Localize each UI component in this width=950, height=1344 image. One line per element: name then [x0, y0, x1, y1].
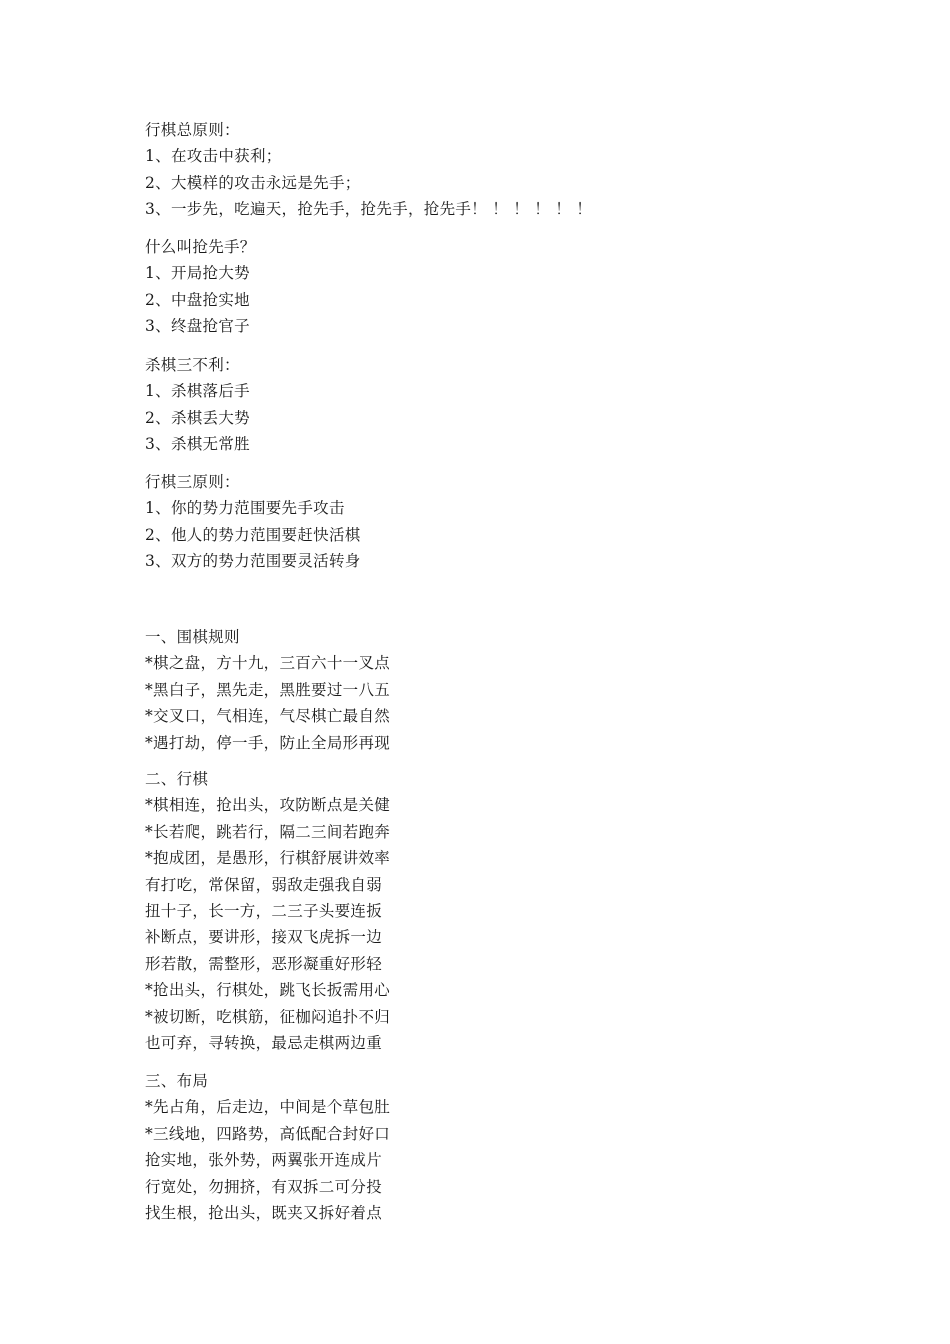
verse-line: 补断点，要讲形，接双飞虎拆一边	[145, 928, 383, 947]
list-item: 1、在攻击中获利；	[145, 147, 282, 166]
verse-line: *黑白子，黑先走，黑胜要过一八五	[145, 680, 391, 699]
verse-line: *先占角，后走边，中间是个草包肚	[145, 1098, 391, 1117]
list-item: 1、杀棋落后手	[145, 382, 250, 401]
section-title: 什么叫抢先手？	[145, 238, 256, 256]
list-item: 2、大模样的攻击永远是先手；	[145, 173, 361, 192]
list-item: 2、杀棋丢大势	[145, 408, 250, 427]
list-item: 3、一步先，吃遍天，抢先手，抢先手，抢先手！ ！ ！ ！ ！ ！	[145, 200, 593, 219]
verse-line: *被切断，吃棋筋，征枷闷追扑不归	[145, 1007, 391, 1026]
list-item: 1、开局抢大势	[145, 264, 250, 283]
verse-line: *遇打劫，停一手，防止全局形再现	[145, 733, 391, 752]
section-initiative	[145, 234, 845, 340]
verse-line: *三线地，四路势，高低配合封好口	[145, 1124, 391, 1143]
list-item: 3、终盘抢官子	[145, 317, 250, 336]
verse-line: 扭十子，长一方，二三子头要连扳	[145, 901, 383, 920]
verse-line: 抢实地，张外势，两翼张开连成片	[145, 1151, 383, 1170]
verse-line: 行宽处，勿拥挤，有双拆二可分投	[145, 1177, 383, 1196]
list-item: 1、你的势力范围要先手攻击	[145, 499, 345, 518]
verse-line: *抱成团，是愚形，行棋舒展讲效率	[145, 849, 391, 868]
list-item: 2、他人的势力范围要赶快活棋	[145, 525, 361, 544]
verse-line: *抢出头，行棋处，跳飞长扳需用心	[145, 981, 391, 1000]
list-item: 2、中盘抢实地	[145, 290, 250, 309]
list-item: 3、杀棋无常胜	[145, 435, 250, 454]
section-opening	[145, 1068, 845, 1226]
section-title: 二、行棋	[145, 770, 209, 788]
section-three-principles	[145, 469, 845, 575]
section-title: 行棋总原则：	[145, 121, 240, 139]
verse-line: *长若爬，跳若行，隔二三间若跑奔	[145, 822, 391, 841]
section-principles	[145, 117, 845, 223]
section-rules	[145, 624, 845, 756]
list-item: 3、双方的势力范围要灵活转身	[145, 552, 361, 571]
section-title: 一、围棋规则	[145, 628, 240, 646]
section-play	[145, 766, 845, 1056]
verse-line: *交叉口，气相连，气尽棋亡最自然	[145, 707, 391, 726]
verse-line: 找生根，抢出头，既夹又拆好着点	[145, 1203, 383, 1222]
verse-line: *棋相连，抢出头，攻防断点是关健	[145, 796, 391, 815]
section-title: 杀棋三不利：	[145, 356, 240, 374]
verse-line: 也可弃，寻转换，最忌走棋两边重	[145, 1033, 383, 1052]
verse-line: 形若散，需整形，恶形凝重好形轻	[145, 954, 383, 973]
section-title: 三、布局	[145, 1072, 209, 1090]
verse-line: 有打吃，常保留，弱敌走强我自弱	[145, 875, 383, 894]
section-killing	[145, 352, 845, 458]
verse-line: *棋之盘，方十九，三百六十一叉点	[145, 654, 391, 673]
section-title: 行棋三原则：	[145, 473, 240, 491]
